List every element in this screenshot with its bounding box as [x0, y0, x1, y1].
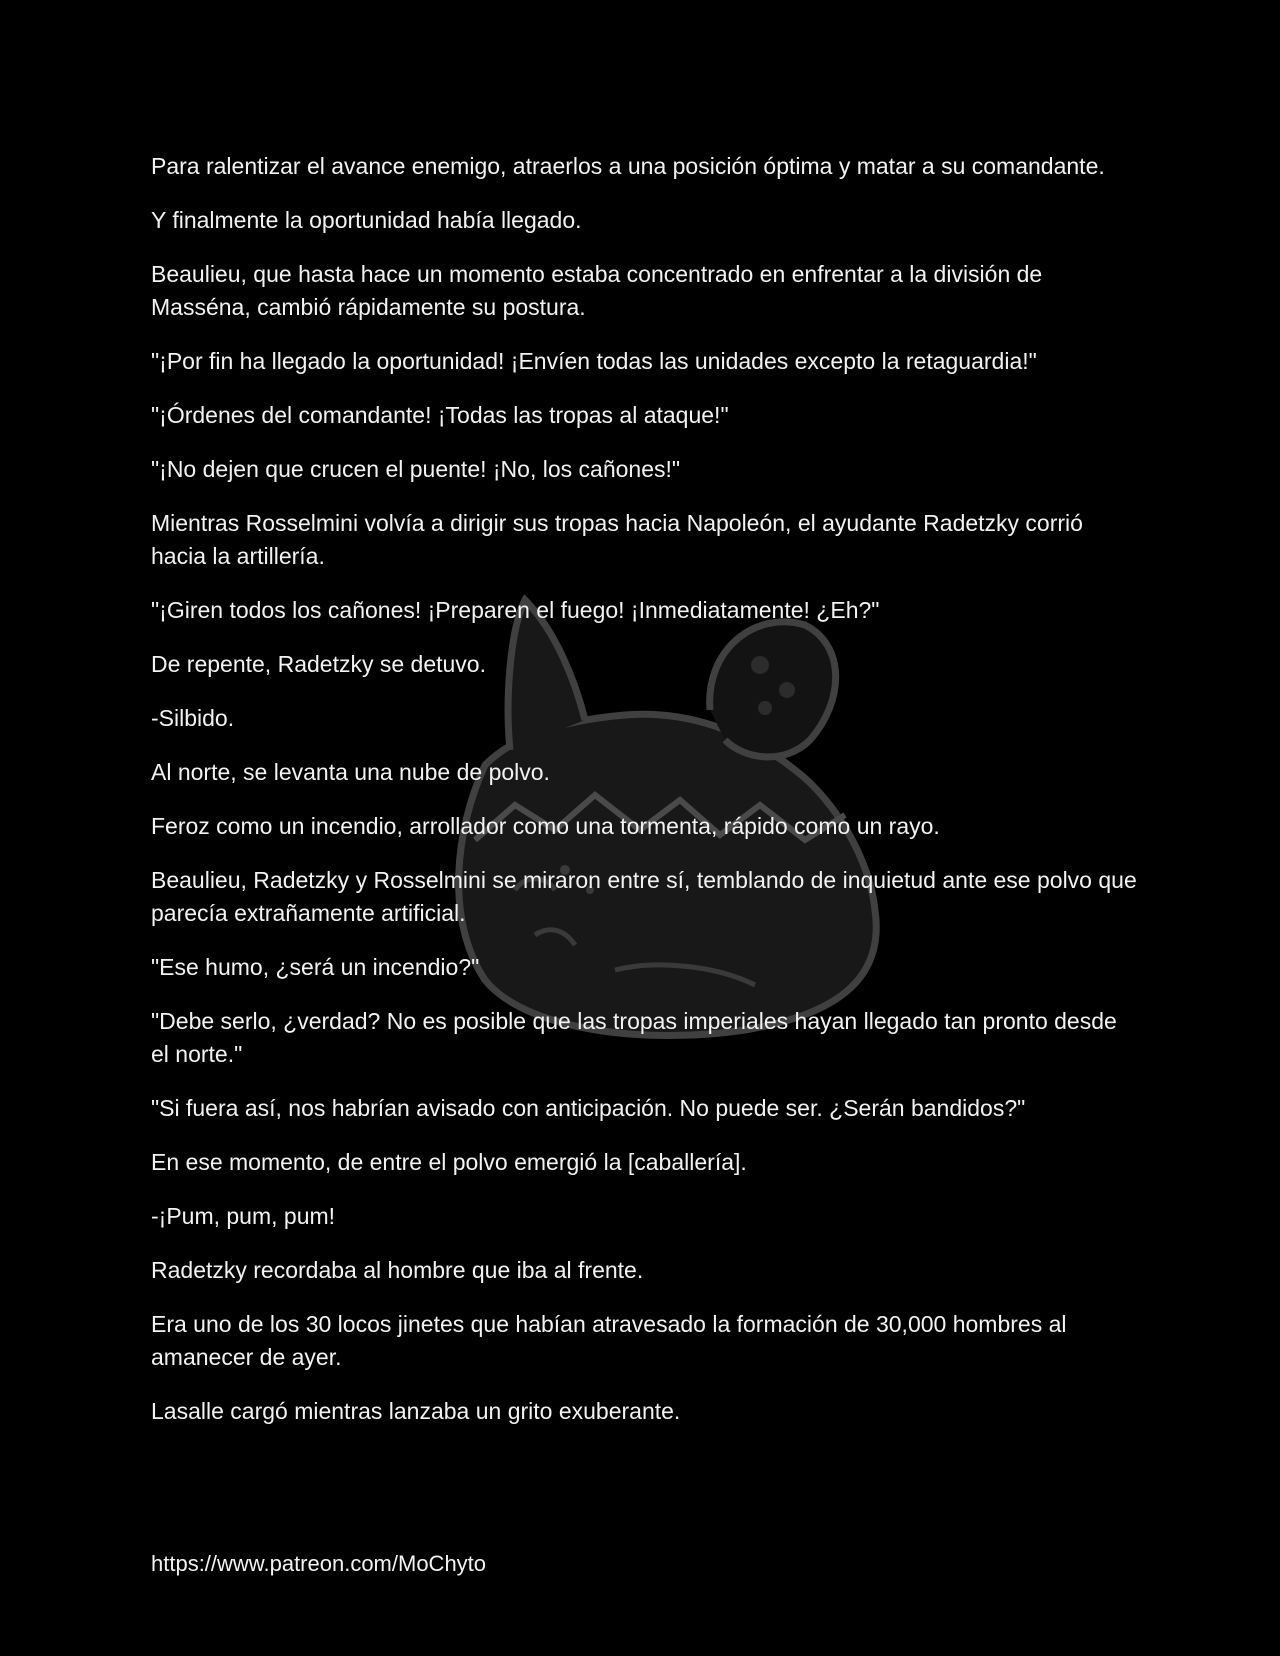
- paragraph: "¡Órdenes del comandante! ¡Todas las tropas al ataque!": [151, 402, 729, 428]
- paragraph: "¡Giren todos los cañones! ¡Preparen el fuego! ¡Inmediatamente! ¿Eh?": [151, 597, 880, 623]
- paragraph: De repente, Radetzky se detuvo.: [151, 651, 486, 677]
- paragraph: Beaulieu, Radetzky y Rosselmini se miraron entre sí, temblando de inquietud ante ese polvo que parecía extrañamente artificial.: [151, 867, 1137, 926]
- paragraph: Feroz como un incendio, arrollador como una tormenta, rápido como un rayo.: [151, 813, 940, 839]
- paragraph: Radetzky recordaba al hombre que iba al frente.: [151, 1257, 644, 1283]
- paragraph: -¡Pum, pum, pum!: [151, 1203, 336, 1229]
- paragraph: "Si fuera así, nos habrían avisado con anticipación. No puede ser. ¿Serán bandidos?": [151, 1095, 1026, 1121]
- patreon-link[interactable]: https://www.patreon.com/MoChyto: [151, 1551, 487, 1576]
- paragraph: Beaulieu, que hasta hace un momento estaba concentrado en enfrentar a la división de Masséna, cambió rápidamente su postura.: [151, 261, 1043, 320]
- paragraph: Lasalle cargó mientras lanzaba un grito exuberante.: [151, 1398, 681, 1424]
- paragraph: Mientras Rosselmini volvía a dirigir sus tropas hacia Napoleón, el ayudante Radetzky corrió hacia la artillería.: [151, 510, 1083, 569]
- paragraph: "Ese humo, ¿será un incendio?": [151, 954, 480, 980]
- paragraph: -Silbido.: [151, 705, 235, 731]
- paragraph: Para ralentizar el avance enemigo, atraerlos a una posición óptima y matar a su comandante.: [151, 153, 1105, 179]
- paragraph: "¡Por fin ha llegado la oportunidad! ¡Envíen todas las unidades excepto la retaguardia!": [151, 348, 1037, 374]
- story-text: [151, 150, 1141, 1449]
- paragraph: Era uno de los 30 locos jinetes que habían atravesado la formación de 30,000 hombres al amanecer de ayer.: [151, 1311, 1067, 1370]
- paragraph: Al norte, se levanta una nube de polvo.: [151, 759, 550, 785]
- paragraph: "¡No dejen que crucen el puente! ¡No, los cañones!": [151, 456, 681, 482]
- paragraph: En ese momento, de entre el polvo emergió la [caballería].: [151, 1149, 747, 1175]
- paragraph: Y finalmente la oportunidad había llegado.: [151, 207, 582, 233]
- paragraph: "Debe serlo, ¿verdad? No es posible que las tropas imperiales hayan llegado tan pronto desde el norte.": [151, 1008, 1117, 1067]
